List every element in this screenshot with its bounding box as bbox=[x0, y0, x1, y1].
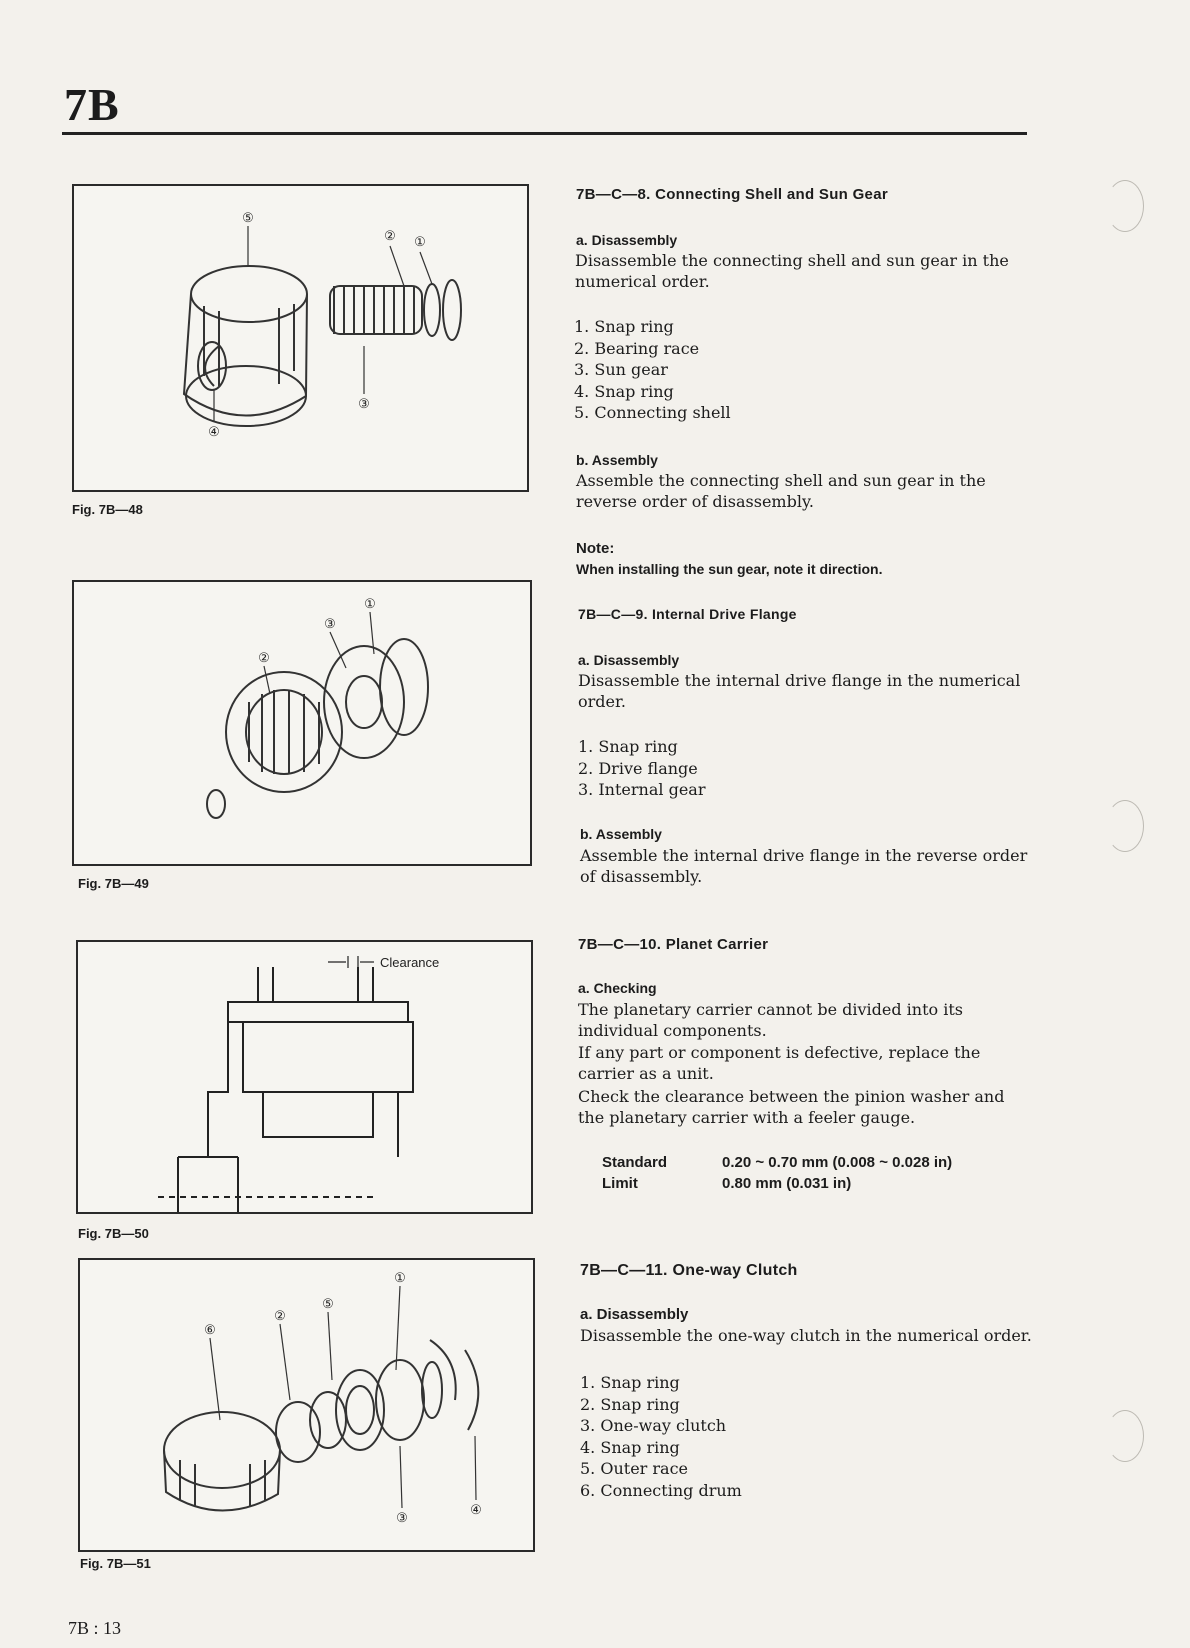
section-title-7b-c-10: 7B—C—10. Planet Carrier bbox=[578, 936, 769, 953]
fig48-callout: ② bbox=[384, 228, 396, 243]
binder-hole bbox=[1106, 1410, 1144, 1462]
s9-disassembly-heading: a. Disassembly bbox=[578, 652, 680, 668]
standard-value: 0.20 ~ 0.70 mm (0.008 ~ 0.028 in) bbox=[722, 1154, 953, 1171]
standard-label: Standard bbox=[602, 1154, 668, 1171]
fig51-callout: ⑥ bbox=[204, 1322, 216, 1337]
list-item: 1. Snap ring bbox=[580, 1373, 680, 1392]
s9-parts-list bbox=[578, 736, 705, 801]
fig51-callout: ⑤ bbox=[322, 1296, 334, 1311]
figure-7b-51-drawing bbox=[80, 1260, 533, 1550]
fig51-callout: ③ bbox=[396, 1510, 408, 1525]
s11-parts-list bbox=[580, 1372, 742, 1501]
figure-7b-48-drawing bbox=[74, 186, 527, 490]
s9-assembly-text: Assemble the internal drive flange in the reverse order of disassembly. bbox=[580, 846, 1028, 886]
binder-hole bbox=[1106, 800, 1144, 852]
s8-assembly-heading: b. Assembly bbox=[576, 452, 658, 468]
list-item: 2. Bearing race bbox=[574, 338, 700, 358]
s9-assembly-heading: b. Assembly bbox=[580, 826, 662, 842]
fig51-callout: ④ bbox=[470, 1502, 482, 1517]
list-item: 3. One-way clutch bbox=[580, 1416, 727, 1435]
s10-checking-heading: a. Checking bbox=[578, 980, 657, 996]
list-item: 3. Sun gear bbox=[574, 360, 668, 379]
s8-assembly-text: Assemble the connecting shell and sun gear in the reverse order of disassembly. bbox=[576, 471, 986, 511]
figure-7b-48-label: Fig. 7B—48 bbox=[72, 502, 143, 517]
s9-disassembly-text: Disassemble the internal drive flange in the numerical order. bbox=[578, 671, 1021, 711]
s8-note-text: When installing the sun gear, note it direction. bbox=[576, 561, 883, 577]
fig51-callout: ② bbox=[274, 1308, 286, 1323]
list-item: 5. Connecting shell bbox=[574, 403, 731, 422]
page-number: 7B : 13 bbox=[68, 1618, 122, 1638]
s10-checking-text-2: If any part or component is defective, replace the carrier as a unit. bbox=[578, 1043, 981, 1083]
list-item: 2. Drive flange bbox=[578, 758, 698, 778]
list-item: 6. Connecting drum bbox=[580, 1480, 742, 1500]
fig51-callout: ① bbox=[394, 1270, 406, 1285]
s8-note-heading: Note: bbox=[576, 540, 615, 557]
fig49-callout: ③ bbox=[324, 616, 336, 631]
s8-disassembly-heading: a. Disassembly bbox=[576, 232, 678, 248]
figure-7b-50-drawing bbox=[78, 942, 531, 1212]
section-title-7b-c-9: 7B—C—9. Internal Drive Flange bbox=[578, 606, 797, 622]
list-item: 4. Snap ring bbox=[574, 381, 674, 401]
list-item: 5. Outer race bbox=[580, 1459, 689, 1478]
s10-checking-text-1: The planetary carrier cannot be divided into its individual components. bbox=[578, 1000, 963, 1040]
fig48-callout: ④ bbox=[208, 424, 220, 439]
clearance-label: Clearance bbox=[380, 955, 440, 970]
section-title-7b-c-8: 7B—C—8. Connecting Shell and Sun Gear bbox=[576, 186, 888, 203]
figure-7b-50-label: Fig. 7B—50 bbox=[78, 1226, 149, 1241]
list-item: 1. Snap ring bbox=[574, 317, 674, 336]
s10-checking-text-3: Check the clearance between the pinion washer and the planetary carrier with a feeler gauge. bbox=[578, 1087, 1005, 1127]
header-rule bbox=[62, 132, 1027, 135]
figure-7b-49-label: Fig. 7B—49 bbox=[78, 876, 149, 891]
s11-disassembly-heading: a. Disassembly bbox=[580, 1306, 689, 1323]
fig48-callout: ③ bbox=[358, 396, 370, 411]
list-item: 2. Snap ring bbox=[580, 1394, 680, 1414]
list-item: 4. Snap ring bbox=[580, 1437, 680, 1457]
binder-hole bbox=[1106, 180, 1144, 232]
fig49-callout: ② bbox=[258, 650, 270, 665]
figure-7b-50 bbox=[76, 940, 533, 1214]
list-item: 3. Internal gear bbox=[578, 780, 706, 799]
section-title-7b-c-11: 7B—C—11. One-way Clutch bbox=[580, 1262, 798, 1279]
s11-disassembly-text: Disassemble the one-way clutch in the numerical order. bbox=[580, 1326, 1032, 1345]
limit-value: 0.80 mm (0.031 in) bbox=[722, 1175, 852, 1192]
limit-label: Limit bbox=[602, 1175, 638, 1192]
figure-7b-49 bbox=[72, 580, 532, 866]
figure-7b-51-label: Fig. 7B—51 bbox=[80, 1556, 151, 1571]
fig49-callout: ① bbox=[364, 596, 376, 611]
figure-7b-48 bbox=[72, 184, 529, 492]
s8-parts-list bbox=[574, 316, 731, 424]
figure-7b-51 bbox=[78, 1258, 535, 1552]
list-item: 1. Snap ring bbox=[578, 737, 678, 756]
fig48-callout: ① bbox=[414, 234, 426, 249]
fig48-callout: ⑤ bbox=[242, 210, 254, 225]
chapter-heading: 7B bbox=[64, 79, 120, 130]
figure-7b-49-drawing bbox=[74, 582, 530, 864]
s8-disassembly-text: Disassemble the connecting shell and sun gear in the numerical order. bbox=[575, 251, 1009, 291]
